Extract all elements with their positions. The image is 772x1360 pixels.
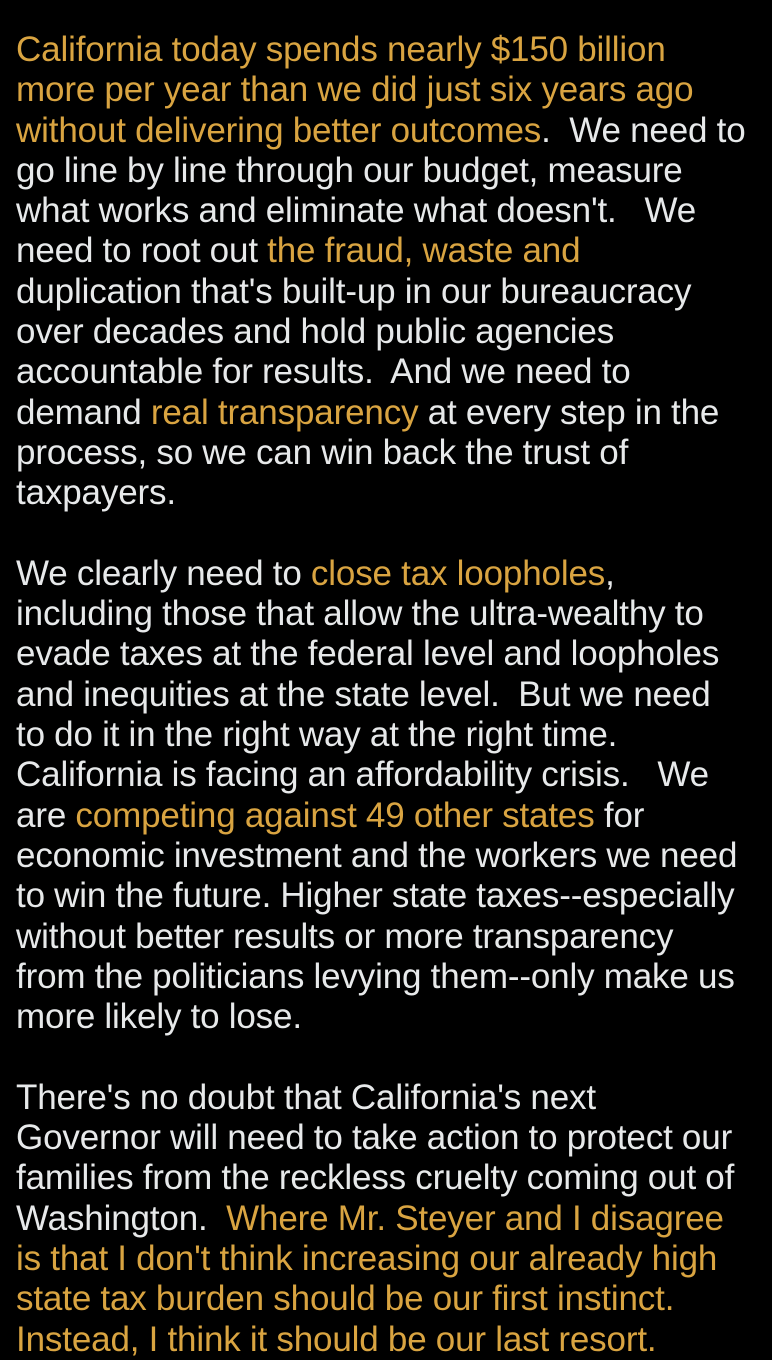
body-text-run: for economic investment and the workers we need to win the future. Higher state taxes--especially without better results or more transparency from the politicians levying them--only make us more likely to lose. bbox=[16, 795, 747, 1037]
statement-paragraph bbox=[16, 1078, 746, 1360]
body-text-run: at every step in the process, so we can win back the trust of taxpayers. bbox=[16, 392, 729, 513]
highlighted-text-run: close tax loopholes bbox=[310, 553, 606, 593]
highlighted-text-run: competing against 49 other states bbox=[75, 795, 595, 835]
body-text-run: We clearly need to bbox=[16, 553, 311, 593]
statement-paragraph bbox=[16, 554, 746, 1038]
statement-body bbox=[16, 30, 755, 1360]
highlighted-text-run: the fraud, waste and bbox=[267, 231, 581, 271]
body-text-run: There's no doubt that California's next Governor will need to take action to protect our families from the reckless cruelty coming out of Washington. bbox=[16, 1077, 744, 1238]
highlighted-text-run: real transparency bbox=[150, 392, 419, 432]
highlighted-text-run: Where Mr. Steyer and I disagree is that I don't think increasing our already high state tax burden should be our first instinct. Instead, I think it should be our last resort. bbox=[16, 1198, 734, 1359]
body-text-run: , including those that allow the ultra-wealthy to evade taxes at the federal level and loopholes and inequities at the state level. But we need to do it in the right way at the right time. California is facing an affordability crisis. We are bbox=[16, 553, 729, 835]
highlighted-text-run: California today spends nearly $150 billion more per year than we did just six years ago without delivering better outcomes bbox=[16, 30, 703, 150]
statement-paragraph bbox=[16, 30, 755, 514]
body-text-run: duplication that's built-up in our bureaucracy over decades and hold public agencies accountable for results. And we need to demand bbox=[16, 231, 701, 432]
body-text-run: . We need to go line by line through our budget, measure what works and eliminate what doesn't. We need to root out bbox=[16, 110, 755, 271]
